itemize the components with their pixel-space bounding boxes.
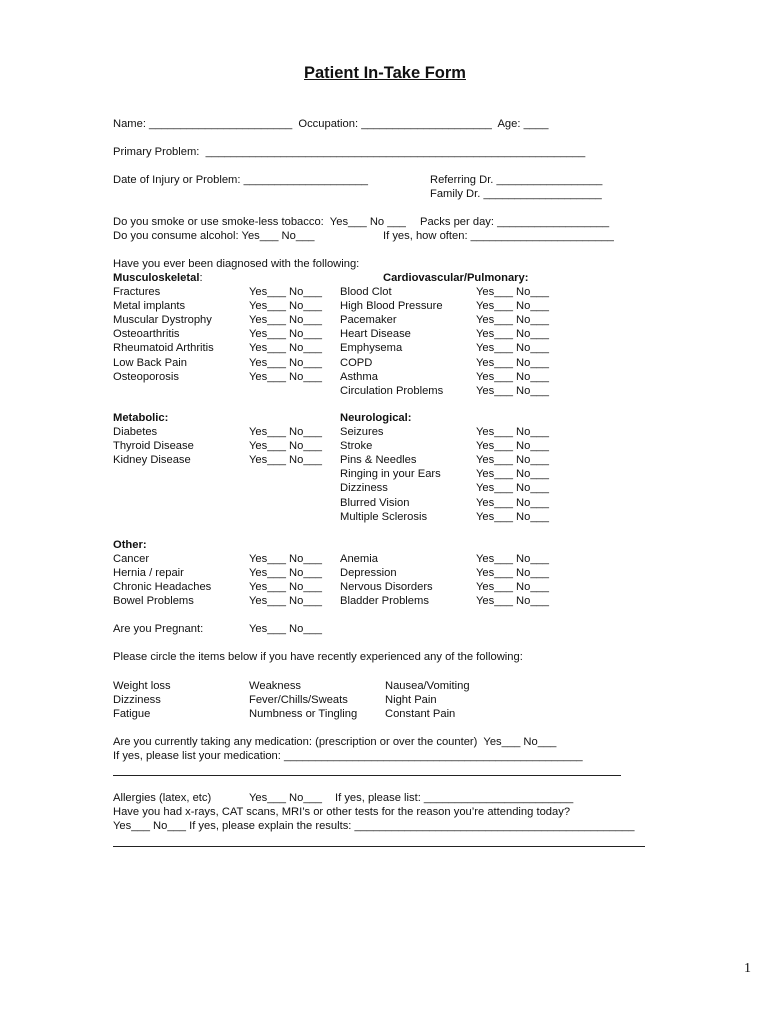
yes-no-fractures[interactable]: Yes___ No___ [249,286,322,298]
yes-no-allergies[interactable]: Yes___ No___ [249,792,322,804]
allergies-label: Allergies (latex, etc) [113,792,212,804]
condition-blood-clot: Blood Clot [340,286,392,298]
condition-stroke: Stroke [340,440,373,453]
condition-hernia-repair: Hernia / repair [113,567,184,580]
yes-no-multiple-sclerosis[interactable]: Yes___ No___ [476,510,549,523]
yes-no-pacemaker[interactable]: Yes___ No___ [476,314,549,327]
condition-metal-implants: Metal implants [113,300,186,313]
symptom-dizziness[interactable]: Dizziness [113,694,161,707]
condition-heart-disease: Heart Disease [340,328,411,341]
yes-no-kidney-disease[interactable]: Yes___ No___ [249,454,322,467]
referring-dr-field[interactable]: Referring Dr. _________________ [430,174,603,186]
condition-dizziness: Dizziness [340,482,388,495]
condition-ringing-in-your-ears: Ringing in your Ears [340,468,441,481]
yes-no-nervous-disorders[interactable]: Yes___ No___ [476,581,549,594]
condition-muscular-dystrophy: Muscular Dystrophy [113,314,212,327]
medication-question[interactable]: Are you currently taking any medication: (prescription or over the counter) Yes___ No___ [113,736,557,748]
yes-no-anemia[interactable]: Yes___ No___ [476,553,549,565]
xray-question: Have you had x-rays, CAT scans, MRI’s or other tests for the reason you’re attending today? [113,806,571,818]
condition-high-blood-pressure: High Blood Pressure [340,300,443,313]
condition-bladder-problems: Bladder Problems [340,595,429,608]
condition-rheumatoid-arthritis: Rheumatoid Arthritis [113,342,214,355]
xray-extra-line[interactable] [113,846,645,847]
medication-list-field[interactable]: If yes, please list your medication: ________________________________________________ [113,750,583,762]
yes-no-osteoarthritis[interactable]: Yes___ No___ [249,328,322,341]
symptom-fever-chills-sweats[interactable]: Fever/Chills/Sweats [249,694,348,707]
yes-no-bowel-problems[interactable]: Yes___ No___ [249,595,322,608]
symptom-night-pain[interactable]: Night Pain [385,694,437,707]
neurological-header: Neurological: [340,412,412,424]
page-number: 1 [744,961,751,976]
how-often-field[interactable]: If yes, how often: _______________________ [383,230,614,242]
condition-fractures: Fractures [113,286,161,298]
yes-no-cancer[interactable]: Yes___ No___ [249,553,322,565]
symptom-weight-loss[interactable]: Weight loss [113,680,171,692]
symptom-constant-pain[interactable]: Constant Pain [385,708,456,721]
yes-no-pregnant[interactable]: Yes___ No___ [249,623,322,635]
yes-no-dizziness[interactable]: Yes___ No___ [476,482,549,495]
yes-no-bladder-problems[interactable]: Yes___ No___ [476,595,549,608]
condition-bowel-problems: Bowel Problems [113,595,194,608]
diagnosed-intro-text: Have you ever been diagnosed with the following: [113,258,360,270]
condition-seizures: Seizures [340,426,384,438]
alcohol-question[interactable]: Do you consume alcohol: Yes___ No___ [113,230,315,242]
condition-copd: COPD [340,356,373,369]
condition-multiple-sclerosis: Multiple Sclerosis [340,510,428,523]
yes-no-copd[interactable]: Yes___ No___ [476,356,549,369]
yes-no-depression[interactable]: Yes___ No___ [476,567,549,580]
condition-osteoporosis: Osteoporosis [113,370,179,383]
yes-no-low-back-pain[interactable]: Yes___ No___ [249,356,322,369]
other-header: Other: [113,539,147,551]
yes-no-stroke[interactable]: Yes___ No___ [476,440,549,453]
condition-thyroid-disease: Thyroid Disease [113,440,194,453]
condition-osteoarthritis: Osteoarthritis [113,328,180,341]
yes-no-thyroid-disease[interactable]: Yes___ No___ [249,440,322,453]
yes-no-osteoporosis[interactable]: Yes___ No___ [249,370,322,383]
condition-low-back-pain: Low Back Pain [113,356,188,369]
yes-no-blurred-vision[interactable]: Yes___ No___ [476,496,549,509]
symptom-nausea-vomiting[interactable]: Nausea/Vomiting [385,680,470,692]
yes-no-chronic-headaches[interactable]: Yes___ No___ [249,581,322,594]
family-dr-field[interactable]: Family Dr. ___________________ [430,188,602,200]
page-title: Patient In-Take Form [304,64,466,82]
yes-no-seizures[interactable]: Yes___ No___ [476,426,549,438]
yes-no-emphysema[interactable]: Yes___ No___ [476,342,549,355]
yes-no-metal-implants[interactable]: Yes___ No___ [249,300,322,313]
pregnant-question: Are you Pregnant: [113,623,204,635]
name-occupation-age-field[interactable]: Name: _______________________ Occupation: _____________________ Age: ____ [113,118,549,130]
medication-extra-line[interactable] [113,775,621,776]
condition-chronic-headaches: Chronic Headaches [113,581,212,594]
condition-kidney-disease: Kidney Disease [113,454,191,467]
symptom-fatigue[interactable]: Fatigue [113,708,151,721]
yes-no-asthma[interactable]: Yes___ No___ [476,370,549,383]
condition-diabetes: Diabetes [113,426,158,438]
yes-no-blood-clot[interactable]: Yes___ No___ [476,286,549,298]
condition-depression: Depression [340,567,397,580]
yes-no-high-blood-pressure[interactable]: Yes___ No___ [476,300,549,313]
musculoskeletal-header-colon: : [199,272,203,284]
yes-no-rheumatoid-arthritis[interactable]: Yes___ No___ [249,342,322,355]
circle-items-intro: Please circle the items below if you have recently experienced any of the following: [113,651,523,663]
yes-no-muscular-dystrophy[interactable]: Yes___ No___ [249,314,322,327]
condition-emphysema: Emphysema [340,342,403,355]
smoke-question[interactable]: Do you smoke or use smoke-less tobacco: Yes___ No ___ [113,216,406,228]
condition-cancer: Cancer [113,553,150,565]
condition-pacemaker: Pacemaker [340,314,397,327]
condition-blurred-vision: Blurred Vision [340,496,410,509]
symptom-weakness[interactable]: Weakness [249,680,302,692]
yes-no-ringing-in-your-ears[interactable]: Yes___ No___ [476,468,549,481]
condition-pins-needles: Pins & Needles [340,454,417,467]
yes-no-diabetes[interactable]: Yes___ No___ [249,426,322,438]
condition-asthma: Asthma [340,370,378,383]
condition-anemia: Anemia [340,553,378,565]
metabolic-header: Metabolic: [113,412,169,424]
condition-circulation-problems: Circulation Problems [340,384,444,397]
symptom-numbness-or-tingling[interactable]: Numbness or Tingling [249,708,358,721]
yes-no-heart-disease[interactable]: Yes___ No___ [476,328,549,341]
cardio-pulmonary-header: Cardiovascular/Pulmonary: [383,272,529,284]
yes-no-pins-needles[interactable]: Yes___ No___ [476,454,549,467]
yes-no-hernia-repair[interactable]: Yes___ No___ [249,567,322,580]
date-of-injury-field[interactable]: Date of Injury or Problem: ____________________ [113,174,369,186]
allergies-list-field[interactable]: If yes, please list: ________________________ [335,792,574,804]
packs-per-day-field[interactable]: Packs per day: __________________ [420,216,610,228]
musculoskeletal-header: Musculoskeletal [113,272,200,284]
xray-explain-field[interactable]: Yes___ No___ If yes, please explain the results: _____________________________________________ [113,820,635,832]
condition-nervous-disorders: Nervous Disorders [340,581,433,594]
primary-problem-field[interactable]: Primary Problem: _____________________________________________________________ [113,146,586,158]
yes-no-circulation-problems[interactable]: Yes___ No___ [476,384,549,397]
